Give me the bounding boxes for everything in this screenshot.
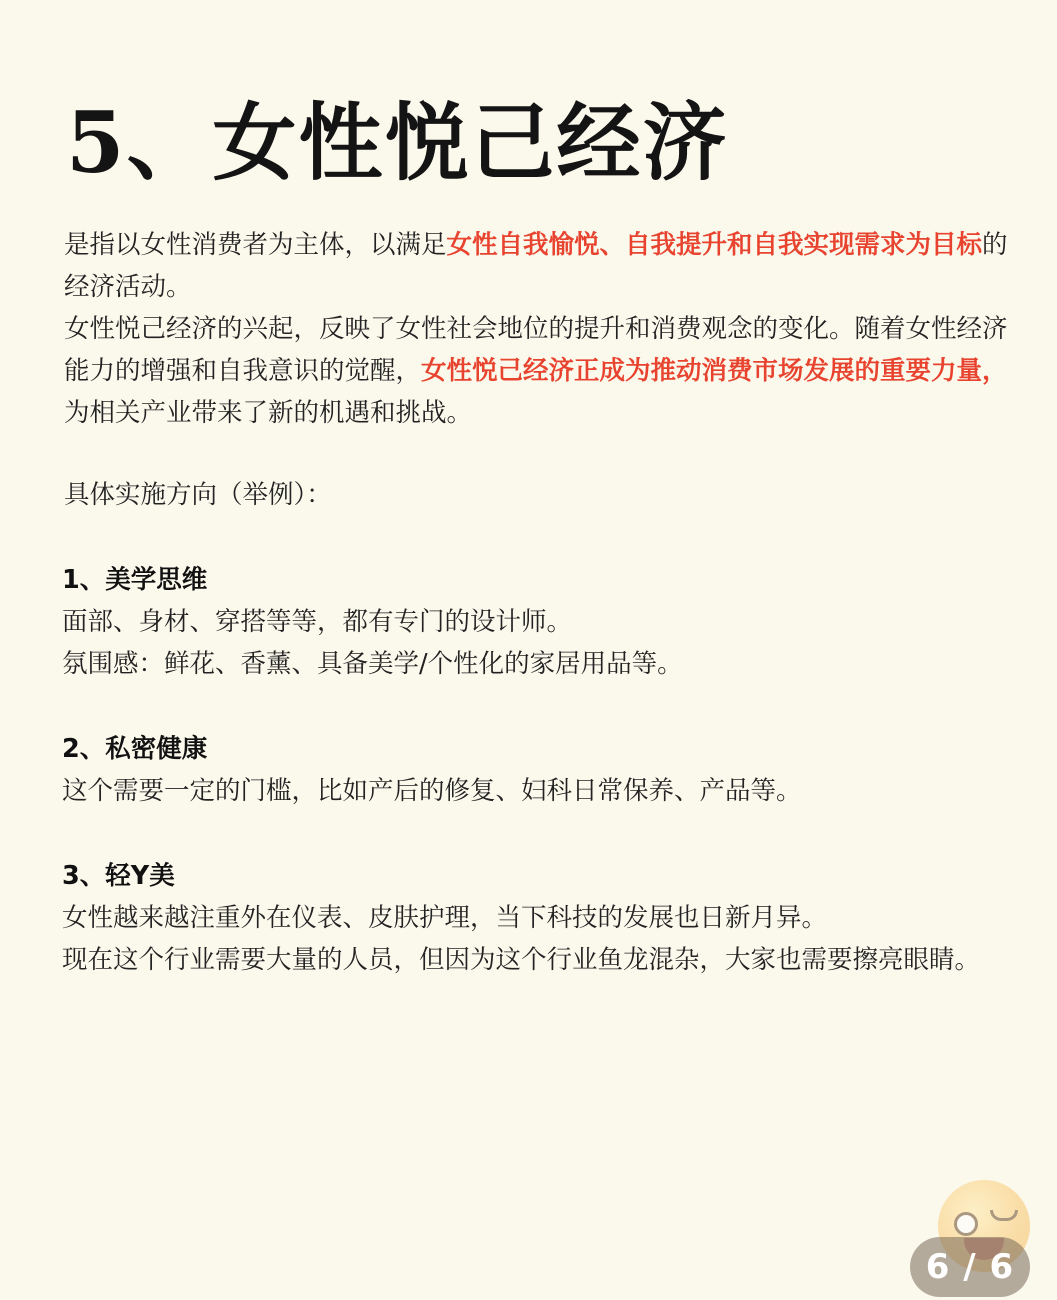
intro-paragraph-1 [64, 224, 1024, 308]
intro-p1-highlight: 女性自我愉悦、自我提升和自我实现需求为目标 [446, 230, 983, 260]
sticker-eye-right [990, 1210, 1018, 1221]
intro-p2-highlight: 女性悦己经济正成为推动消费市场发展的重要力量， [421, 356, 1008, 386]
intro-p2-text: 女性悦己经济的兴起，反映了女性社会地位的提升和消费观念的变化。随着女性经济能力的增强和自我意识的觉醒， [64, 314, 1008, 386]
section-line: 面部、身材、穿搭等等，都有专门的设计师。 [62, 607, 573, 637]
section-line: 现在这个行业需要大量的人员，但因为这个行业鱼龙混杂，大家也需要擦亮眼睛。 [62, 945, 981, 975]
section-light-beauty [62, 855, 1032, 981]
sticker-eye-left [954, 1212, 978, 1236]
section-heading: 2、私密健康 [62, 734, 208, 764]
page-indicator[interactable]: 6 / 6 [910, 1237, 1030, 1297]
section-aesthetic-thinking [62, 559, 1032, 685]
section-line: 这个需要一定的门槛，比如产后的修复、妇科日常保养、产品等。 [62, 776, 802, 806]
section-heading: 3、轻Y美 [62, 861, 175, 891]
intro-p1-tail: 的经济活动。 [64, 230, 1008, 302]
intro-p2-tail: 为相关产业带来了新的机遇和挑战。 [64, 398, 473, 428]
direction-lead: 具体实施方向（举例）： [64, 480, 332, 510]
section-line: 女性越来越注重外在仪表、皮肤护理，当下科技的发展也日新月异。 [62, 903, 828, 933]
intro-paragraph-2 [64, 308, 1024, 434]
section-line: 氛围感：鲜花、香薰、具备美学/个性化的家居用品等。 [62, 649, 683, 679]
section-heading: 1、美学思维 [62, 565, 208, 595]
section-private-health [62, 728, 1032, 812]
intro-p1-text: 是指以女性消费者为主体，以满足 [64, 230, 447, 260]
intro-text [64, 224, 1024, 434]
page-title: 5、女性悦己经济 [66, 93, 729, 192]
